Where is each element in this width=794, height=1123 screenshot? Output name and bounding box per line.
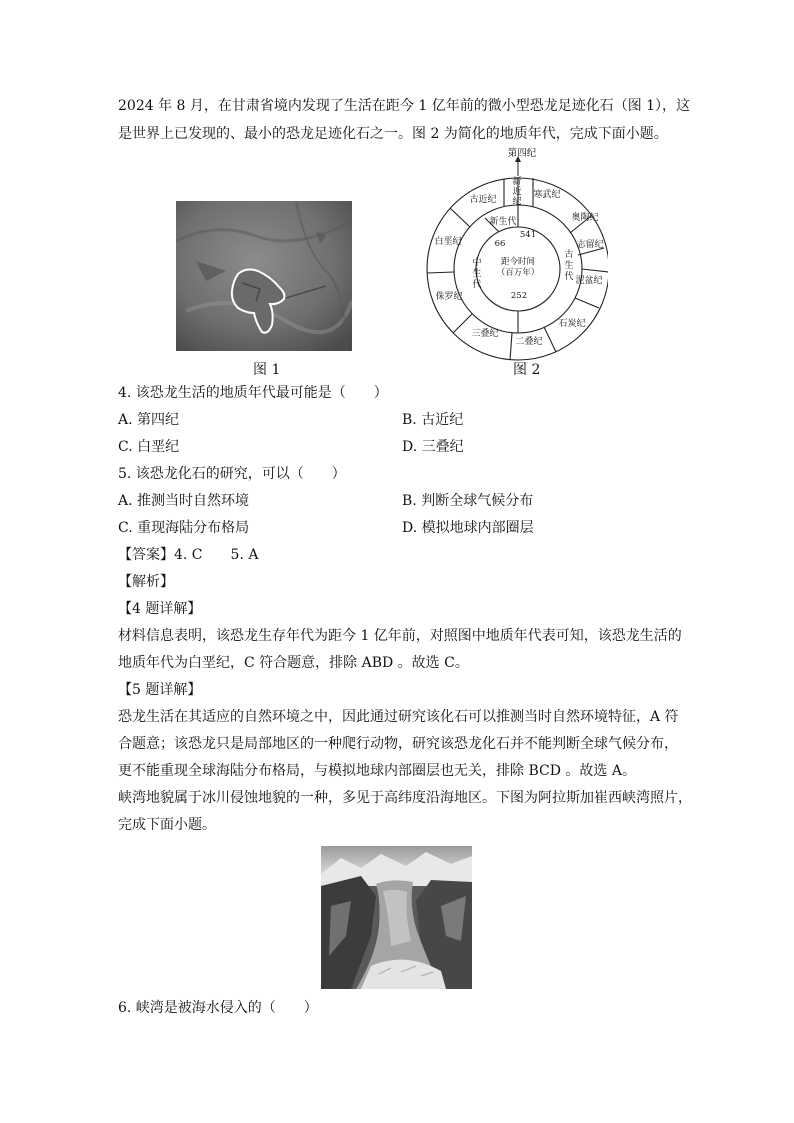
detail-5-title: 【5 题详解】 [118, 682, 202, 698]
detail-5-line-3: 更不能重现全球海陆分布格局，与模拟地球内部圈层也无关，排除 BCD 。故选 A。 [118, 763, 636, 779]
mesozoic-char-1: 中 [472, 258, 482, 268]
ordovician-label: 奥陶纪 [571, 213, 599, 223]
permian-label: 二叠纪 [515, 337, 543, 347]
passage-2-line-2: 完成下面小题。 [118, 817, 216, 833]
geologic-time-wheel [425, 142, 608, 362]
neogene-char-3: 纪 [512, 197, 522, 207]
intro-line-2: 是世界上已发现的、最小的恐龙足迹化石之一。图 2 为简化的地质年代，完成下面小题。 [118, 126, 668, 142]
paleozoic-char-3: 代 [564, 272, 574, 282]
q4-option-d: D. 三叠纪 [402, 439, 464, 455]
triassic-label: 三叠纪 [471, 329, 499, 339]
detail-5-line-1: 恐龙生活在其适应的自然环境之中，因此通过研究该化石可以推测当时自然环境特征，A 符 [118, 709, 679, 725]
q5-stem: 5. 该恐龙化石的研究，可以（ ） [118, 466, 346, 482]
detail-4-title: 【4 题详解】 [118, 601, 202, 617]
silurian-label: 志留纪 [576, 240, 604, 250]
center-label-time: 距今时间 [500, 257, 536, 267]
paleozoic-char-2: 生 [564, 261, 574, 271]
boundary-66: 66 [494, 239, 506, 249]
boundary-252: 252 [510, 291, 528, 301]
cretaceous-label: 白垩纪 [434, 237, 462, 247]
q4-option-b: B. 古近纪 [402, 412, 464, 428]
figure-2-caption: 图 2 [513, 362, 541, 378]
devonian-label: 泥盆纪 [575, 276, 603, 286]
passage-2-line-1: 峡湾地貌属于冰川侵蚀地貌的一种，多见于高纬度沿海地区。下图为阿拉斯加崔西峡湾照片， [118, 790, 692, 806]
q5-option-c: C. 重现海陆分布格局 [118, 520, 250, 536]
analysis-title: 【解析】 [118, 574, 174, 590]
fjord-aerial-photo [321, 846, 472, 989]
boundary-541: 541 [519, 230, 537, 240]
q5-option-a: A. 推测当时自然环境 [118, 493, 250, 509]
detail-5-line-2: 合题意；该恐龙只是局部地区的一种爬行动物，研究该恐龙化石并不能判断全球气候分布， [118, 736, 678, 752]
paleozoic-char-1: 古 [564, 250, 574, 260]
detail-4-line-1: 材料信息表明，该恐龙生存年代为距今 1 亿年前，对照图中地质年代表可知，该恐龙生活的 [118, 628, 682, 644]
q5-option-b: B. 判断全球气候分布 [402, 493, 534, 509]
q5-option-d: D. 模拟地球内部圈层 [402, 520, 534, 536]
carboniferous-label: 石炭纪 [558, 319, 586, 329]
intro-line-1: 2024 年 8 月，在甘肃省境内发现了生活在距今 1 亿年前的微小型恐龙足迹化石（图 1），这 [118, 98, 691, 114]
cenozoic-label: 新生代 [489, 217, 517, 227]
mesozoic-char-3: 代 [472, 280, 482, 290]
mesozoic-char-2: 生 [472, 269, 482, 279]
figure-1-caption: 图 1 [253, 362, 281, 378]
fossil-footprint-photo [176, 201, 352, 351]
quaternary-label: 第四纪 [507, 148, 537, 159]
detail-4-line-2: 地质年代为白垩纪，C 符合题意，排除 ABD 。故选 C。 [118, 655, 469, 671]
q4-option-c: C. 白垩纪 [118, 439, 180, 455]
jurassic-label: 侏罗纪 [435, 292, 463, 302]
neogene-char-2: 近 [512, 187, 522, 197]
center-label-unit: （百万年） [496, 268, 540, 278]
q4-option-a: A. 第四纪 [118, 412, 180, 428]
cambrian-label: 寒武纪 [533, 190, 561, 200]
q4-stem: 4. 该恐龙生活的地质年代最可能是（ ） [118, 385, 388, 401]
q6-stem: 6. 峡湾是被海水侵入的（ ） [118, 1000, 318, 1016]
neogene-char-1: 新 [512, 177, 522, 187]
paleogene-label: 古近纪 [469, 195, 497, 205]
answer-line: 【答案】4. C 5. A [118, 547, 259, 563]
